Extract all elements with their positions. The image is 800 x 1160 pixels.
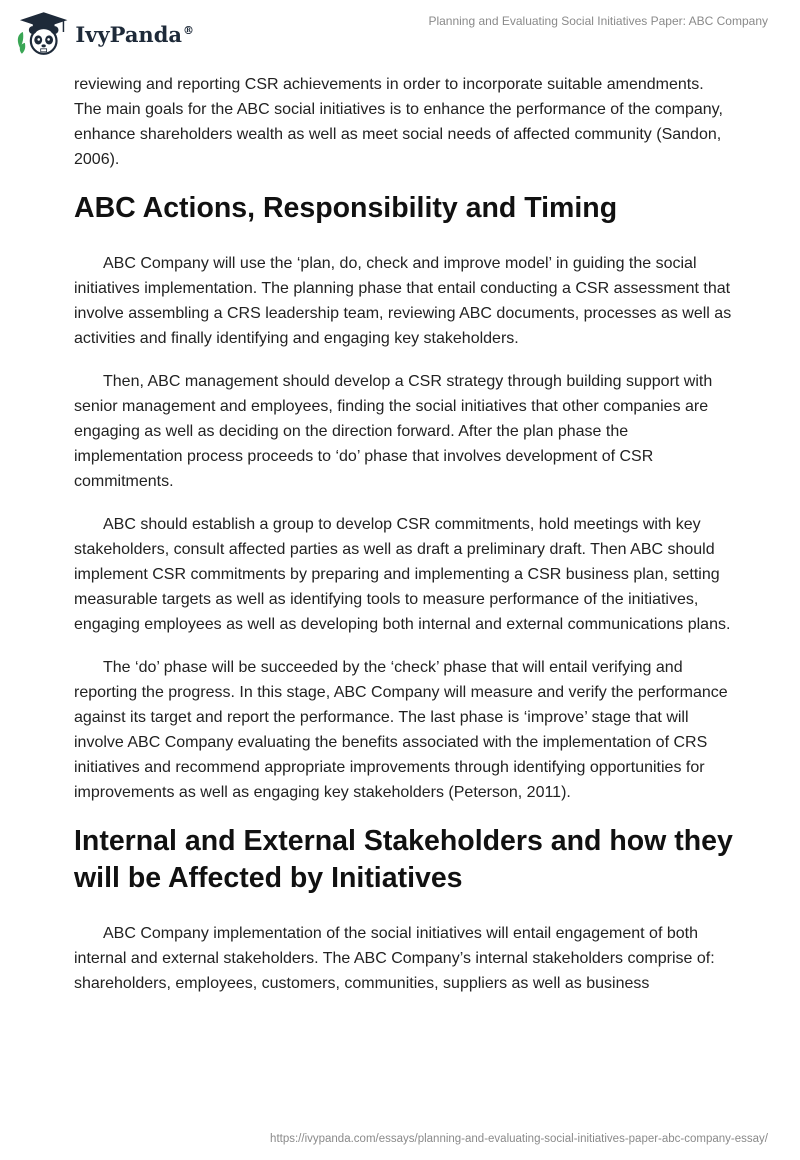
section-heading-actions: ABC Actions, Responsibility and Timing: [74, 192, 618, 224]
paragraph: ABC Company implementation of the social initiatives will entail engagement of both internal and external stakeholders. The ABC Company’s internal stakeholders comprise of: shareholders, employees, customers, communities, suppliers as well as business: [74, 925, 715, 992]
page-header: [0, 0, 800, 64]
section-heading-stakeholders: Internal and External Stakeholders and how they will be Affected by Initiatives: [74, 825, 733, 894]
paragraph: Then, ABC management should develop a CSR strategy through building support with senior management and employees, finding the social initiatives that other companies are engaging as well as deciding on the direction forward. After the plan phase the implementation process proceeds to ‘do’ phase that involves development of CSR commitments.: [74, 373, 713, 490]
paragraph: The ‘do’ phase will be succeeded by the ‘check’ phase that will entail verifying and reporting the progress. In this stage, ABC Company will measure and verify the performance against its target and report the performance. The last phase is ‘improve’ stage that will involve ABC Company evaluating the benefits associated with the implementation of CRS initiatives and recommend appropriate improvements through identifying opportunities for improvements as well as engaging key stakeholders (Peterson, 2011).: [74, 659, 728, 801]
brand-name: IvyPanda®: [75, 21, 194, 47]
panda-graduate-icon: [14, 10, 69, 56]
intro-paragraph: reviewing and reporting CSR achievements in order to incorporate suitable amendments. The main goals for the ABC social initiatives is to enhance the performance of the company, enhance shareholders wealth as well as meet social needs of affected community (Sandon, 2006).: [74, 76, 723, 168]
paragraph: ABC Company will use the ‘plan, do, check and improve model’ in guiding the social initiatives implementation. The planning phase that entail conducting a CSR assessment that involve assembling a CRS leadership team, reviewing ABC documents, processes as well as activities and finally identifying and engaging key stakeholders.: [74, 255, 732, 347]
essay-content: [74, 72, 734, 1014]
source-url[interactable]: https://ivypanda.com/essays/planning-and-evaluating-social-initiatives-paper-abc-company-essay/: [270, 1133, 768, 1145]
ivypanda-logo[interactable]: [14, 10, 194, 56]
paragraph: ABC should establish a group to develop CSR commitments, hold meetings with key stakeholders, consult affected parties as well as draft a preliminary draft. Then ABC should implement CSR commitments by preparing and implementing a CSR business plan, setting measurable targets as well as identifying tools to measure performance of the initiatives, engaging employees as well as developing both internal and external communications plans.: [74, 516, 731, 633]
document-title: Planning and Evaluating Social Initiatives Paper: ABC Company: [428, 14, 768, 28]
